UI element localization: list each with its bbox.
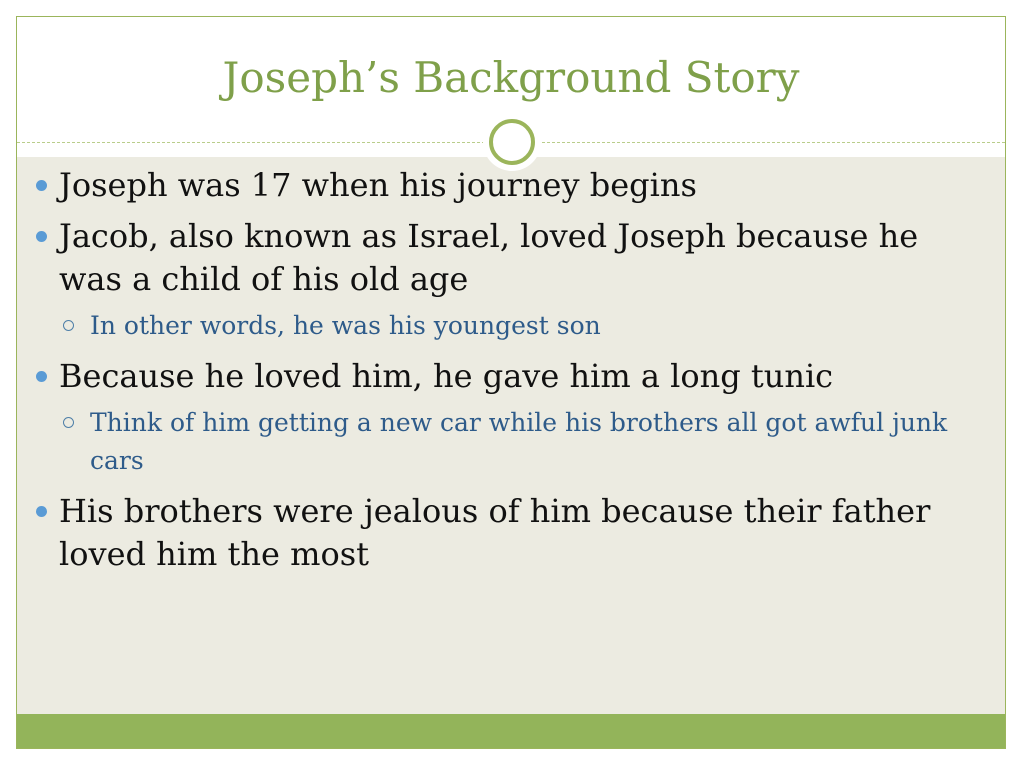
bullet-text: Joseph was 17 when his journey begins <box>59 166 697 204</box>
sub-bullet-item <box>36 404 966 480</box>
bullet-dot-icon <box>36 371 47 382</box>
ornament-ring <box>489 119 535 165</box>
bullet-text: Because he loved him, he gave him a long tunic <box>59 357 834 395</box>
bullet-dot-icon <box>36 231 47 242</box>
footer-band <box>17 714 1005 748</box>
sub-bullet-item <box>36 307 966 345</box>
bullet-item <box>36 490 966 576</box>
sub-bullet-ring-icon <box>63 320 74 331</box>
sub-bullet-text: In other words, he was his youngest son <box>90 311 601 340</box>
bullet-item <box>36 164 966 207</box>
sub-bullet-text: Think of him getting a new car while his brothers all got awful junk cars <box>90 408 948 475</box>
bullet-text: His brothers were jealous of him because their father loved him the most <box>59 492 931 573</box>
bullet-list <box>36 164 966 584</box>
sub-bullet-ring-icon <box>63 417 74 428</box>
bullet-text: Jacob, also known as Israel, loved Joseph because he was a child of his old age <box>59 217 919 298</box>
bullet-item <box>36 215 966 301</box>
ornament-circle-icon <box>483 113 541 171</box>
bullet-item <box>36 355 966 398</box>
slide-title: Joseph’s Background Story <box>222 53 800 102</box>
bullet-dot-icon <box>36 180 47 191</box>
bullet-dot-icon <box>36 506 47 517</box>
